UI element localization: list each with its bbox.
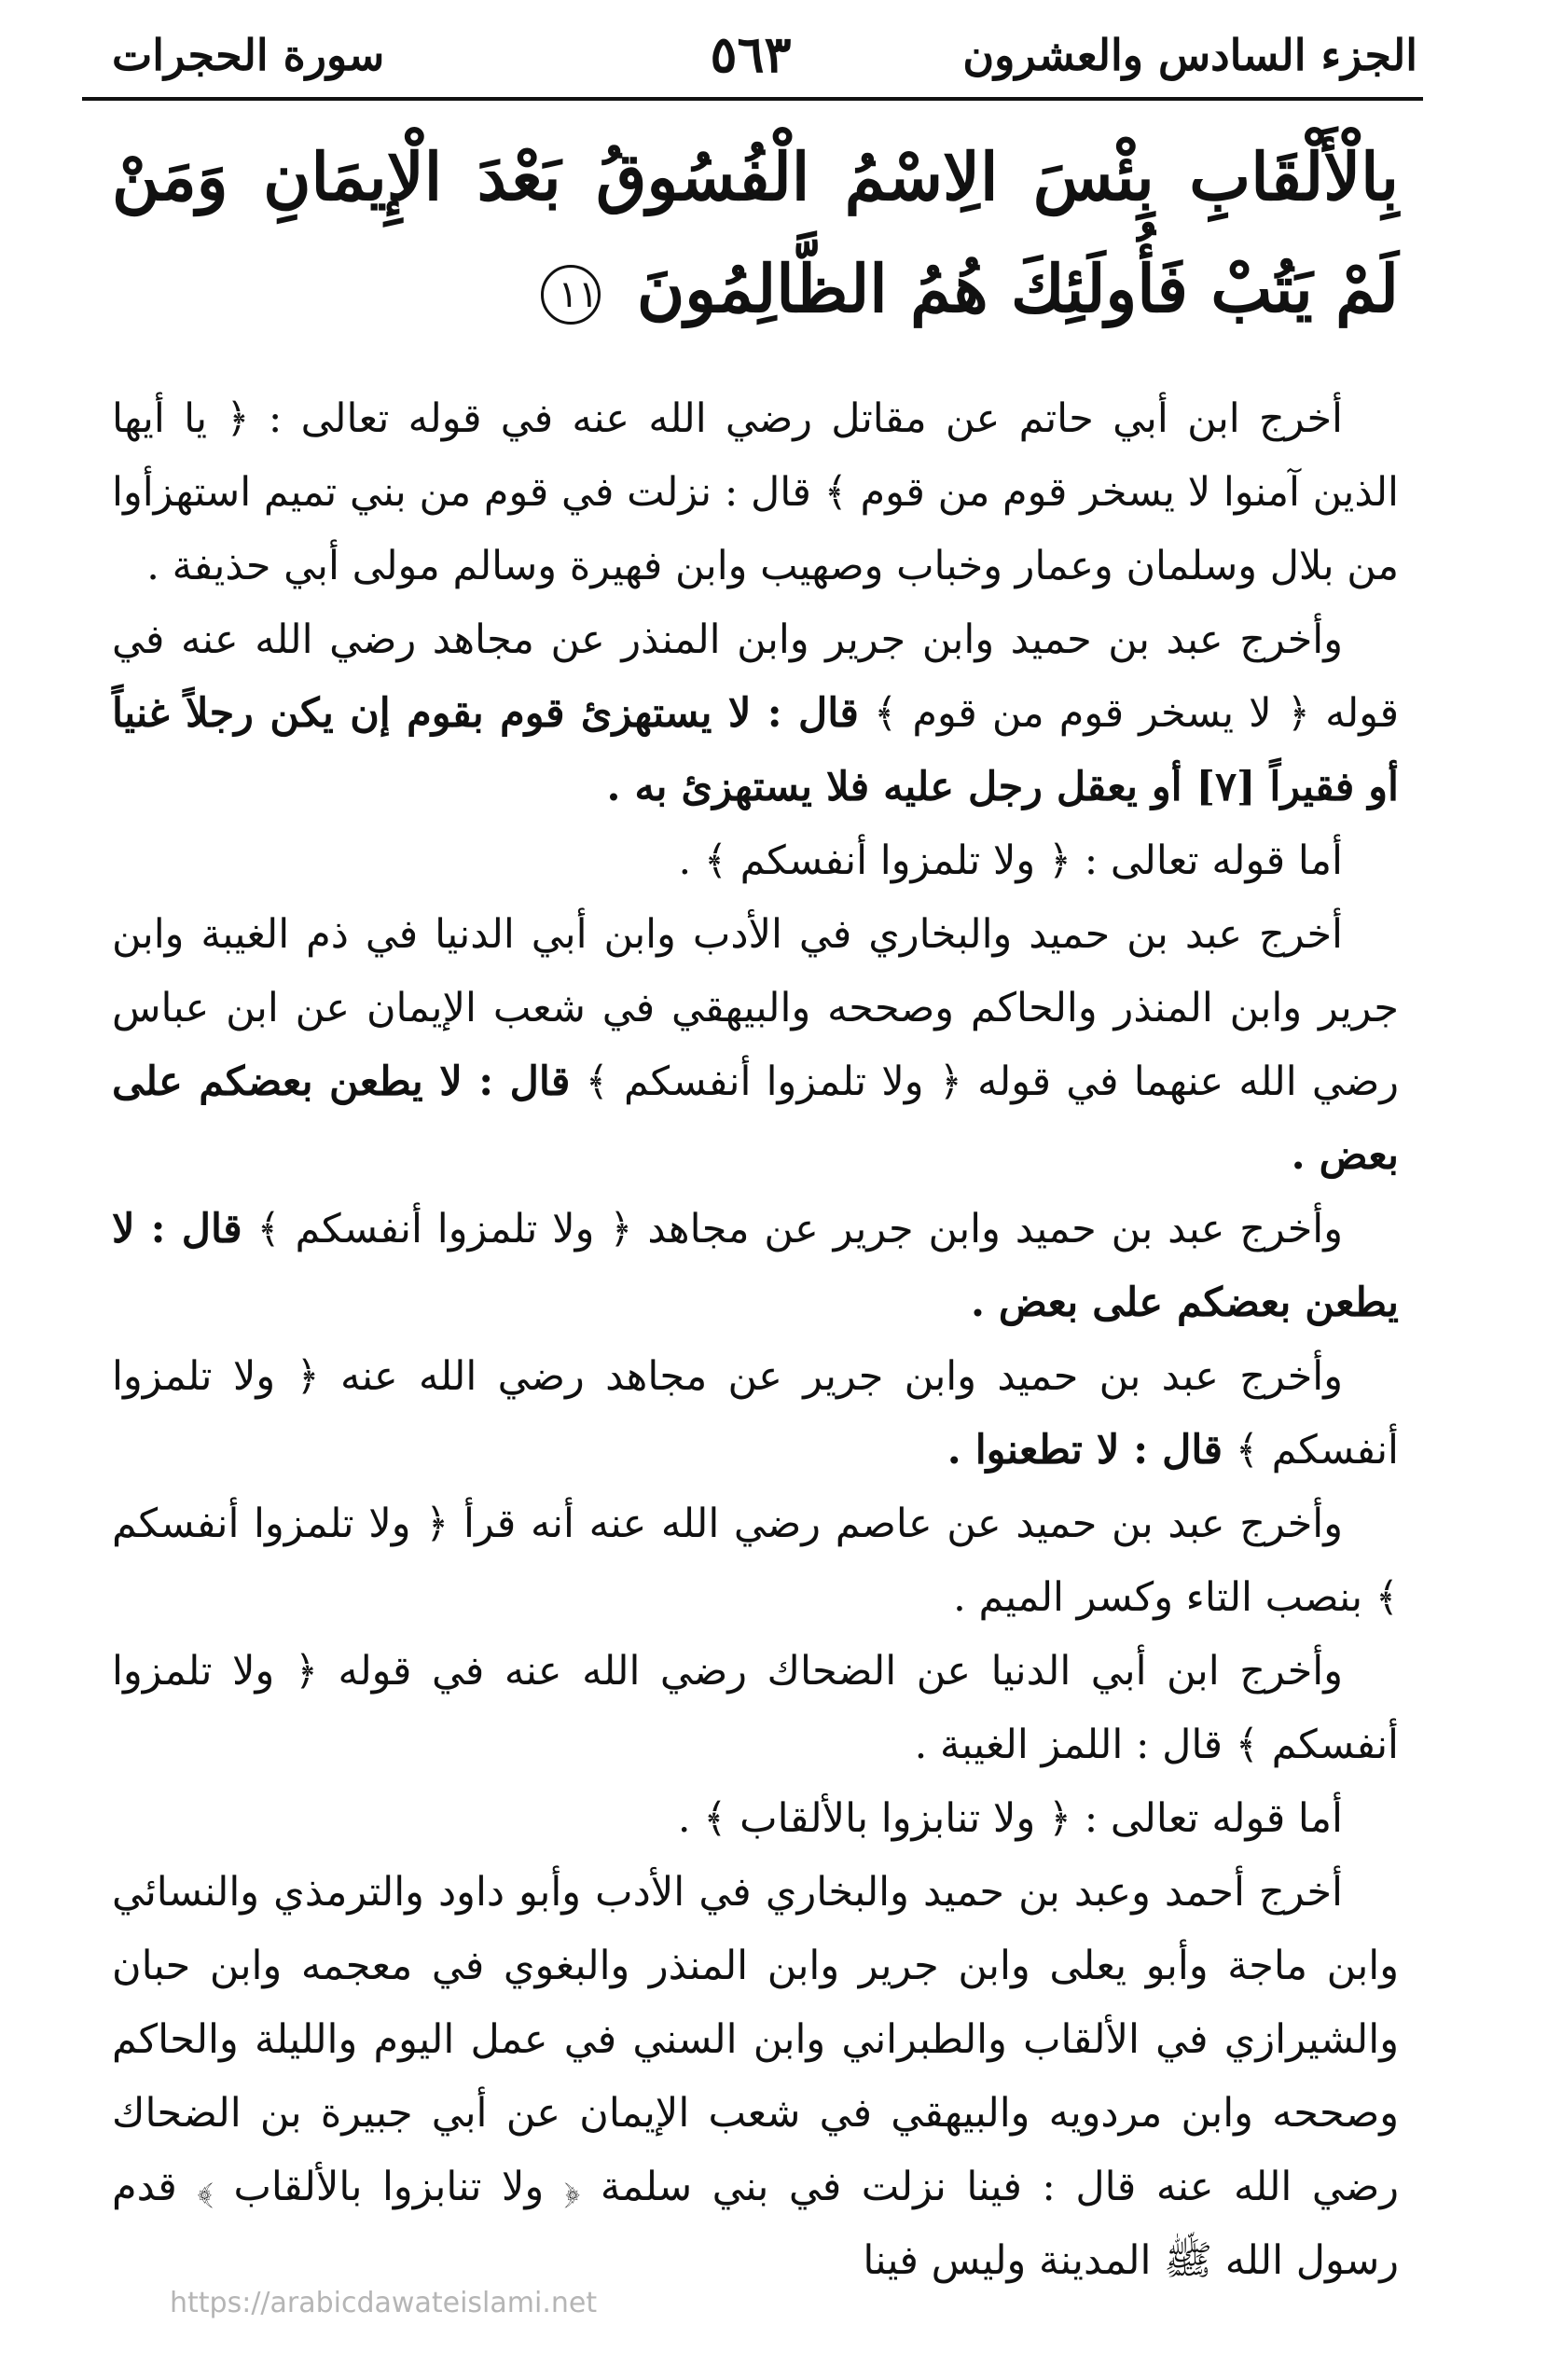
commentary-paragraph bbox=[112, 1340, 1399, 1488]
watermark-url: https://arabicdawateislami.net bbox=[170, 2287, 598, 2319]
surah-label: سورة الحجرات bbox=[112, 30, 385, 80]
commentary-paragraph bbox=[112, 824, 1399, 898]
commentary-paragraph bbox=[112, 1193, 1399, 1340]
commentary-paragraph bbox=[112, 603, 1399, 824]
commentary-body bbox=[112, 382, 1399, 2298]
commentary-paragraph bbox=[112, 1856, 1399, 2298]
text-segment: وأخرج عبد بن حميد وابن جرير عن مجاهد ﴿ ولا تلمزوا أنفسكم ﴾ bbox=[242, 1206, 1343, 1252]
verse-text: بِالْأَلْقَابِ بِئْسَ الِاسْمُ الْفُسُوقُ بَعْدَ الْإِيمَانِ وَمَنْ لَمْ يَتُبْ فَأُولَئِكَ هُمُ الظَّالِمُونَ bbox=[112, 138, 1399, 327]
text-segment: أخرج ابن أبي حاتم عن مقاتل رضي الله عنه في قوله تعالى : ﴿ يا أيها الذين آمنوا لا يسخر قوم من قوم ﴾ قال : نزلت في قوم من بني تميم استهزأوا من بلال وسلمان وعمار وخباب وصهيب وابن فهيرة وسالم مولى أبي حذيفة . bbox=[112, 395, 1399, 589]
commentary-paragraph bbox=[112, 1635, 1399, 1782]
bold-text-segment: قال : لا يطعن بعضكم على بعض . bbox=[112, 1206, 1399, 1326]
part-label: الجزء السادس والعشرون bbox=[962, 30, 1417, 80]
bold-text-segment: قال : لا تطعنوا . bbox=[947, 1427, 1223, 1474]
text-segment: أما قوله تعالى : ﴿ ولا تنابزوا بالألقاب ﴾ . bbox=[677, 1795, 1343, 1842]
text-segment: أخرج أحمد وعبد بن حميد والبخاري في الأدب وأبو داود والترمذي والنسائي وابن ماجة وأبو يعلى وابن جرير وابن المنذر والبغوي في معجمه وابن حبان والشيرازي في الألقاب والطبراني وابن السني في عمل اليوم والليلة والحاكم وصححه وابن مردويه والبيهقي في شعب الإيمان عن أبي جبيرة بن الضحاك رضي الله عنه قال : فينا نزلت في بني سلمة ﴿ ولا تنابزوا بالألقاب ﴾ قدم رسول الله ﷺ المدينة وليس فينا bbox=[112, 1869, 1399, 2284]
text-segment: أخرج عبد بن حميد والبخاري في الأدب وابن أبي الدنيا في ذم الغيبة وابن جرير وابن المنذر والحاكم وصححه والبيهقي في شعب الإيمان عن ابن عباس رضي الله عنهما في قوله ﴿ ولا تلمزوا أنفسكم ﴾ bbox=[112, 911, 1399, 1105]
page-header bbox=[84, 19, 1417, 93]
page-number: ٥٦٣ bbox=[710, 24, 792, 84]
text-segment: وأخرج عبد بن حميد وابن جرير وابن المنذر عن مجاهد رضي الله عنه في قوله ﴿ لا يسخر قوم من قوم ﴾ bbox=[112, 616, 1400, 737]
commentary-paragraph bbox=[112, 1782, 1399, 1856]
verse-number-marker: ١١ bbox=[541, 265, 601, 325]
commentary-paragraph bbox=[112, 382, 1399, 603]
text-segment: وأخرج عبد بن حميد وابن جرير عن مجاهد رضي الله عنه ﴿ ولا تلمزوا أنفسكم ﴾ bbox=[112, 1353, 1399, 1474]
bold-text-segment: قال : لا يستهزئ قوم بقوم إن يكن رجلاً غنياً أو فقيراً [٧] أو يعقل رجل عليه فلا يستهزئ به . bbox=[112, 690, 1399, 810]
text-segment: وأخرج ابن أبي الدنيا عن الضحاك رضي الله عنه في قوله ﴿ ولا تلمزوا أنفسكم ﴾ قال : اللمز الغيبة . bbox=[112, 1648, 1399, 1768]
quran-verse bbox=[112, 121, 1399, 345]
commentary-paragraph bbox=[112, 898, 1399, 1193]
commentary-paragraph bbox=[112, 1488, 1399, 1635]
header-divider bbox=[82, 97, 1423, 101]
text-segment: وأخرج عبد بن حميد عن عاصم رضي الله عنه أنه قرأ ﴿ ولا تلمزوا أنفسكم ﴾ بنصب التاء وكسر الميم . bbox=[112, 1501, 1399, 1621]
text-segment: أما قوله تعالى : ﴿ ولا تلمزوا أنفسكم ﴾ . bbox=[678, 837, 1343, 884]
bold-text-segment: قال : لا يطعن بعضكم على بعض . bbox=[112, 1059, 1399, 1179]
